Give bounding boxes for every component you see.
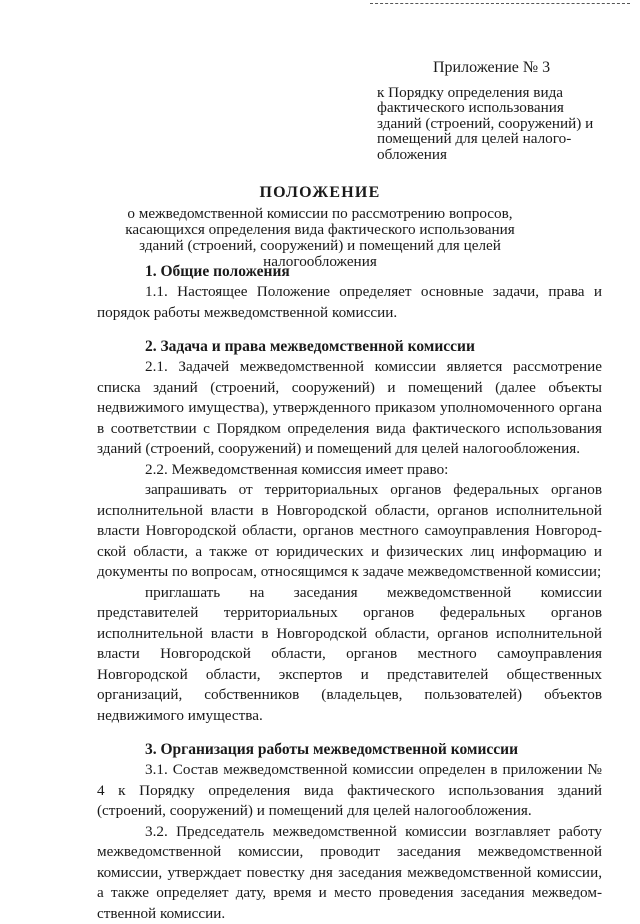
section-heading-tasks-rights: 2. Задача и права межведомственной комиссии [97,337,602,357]
paragraph-1-1: 1.1. Настоящее Положение определяет основные задачи, права и порядок работы межведомственной комиссии. [97,282,602,323]
paragraph-2-1: 2.1. Задачей межведомственной комиссии является рассмотрение списка зданий (строений, сооружений) и помещений (далее объекты недвижимого имущества), утвержденного приказом уполномоченного органа в соответствии с Порядком определения вида фактического использования зданий (строений, сооружений) и помещений для целей налогообложения. [97,357,602,460]
document-body [97,262,602,924]
paragraph-2-2-invite: приглашать на заседания межведомственной комиссии представителей территориальных органов федеральных органов исполнительной власти в Новгородской области, органов исполнительной власти Новгородской области, органов местного самоуправления Новгородской области, экспертов и представителей общественных организаций, собственников (владельцев, пользователей) объектов недвижимого имущества. [97,583,602,727]
appendix-reference: к Порядку определения вида фактического использования зданий (строений, сооружений) и помещений для целей налого-обложения [377,85,607,163]
section-spacer [97,726,602,740]
paragraph-2-2-request: запрашивать от территориальных органов федеральных органов исполнительной власти в Новгородской области, органов исполнительной власти Новгородской области, органов местного самоуправления Новгород-ской области, а также от юридических и физических лиц информацию и документы по вопросам, относящимся к задаче межведомственной комиссии; [97,480,602,583]
paragraph-3-1: 3.1. Состав межведомственной комиссии определен в приложении № 4 к Порядку определения вида фактического использования зданий (строений, сооружений) и помещений для целей налогообложения. [97,760,602,822]
paragraph-2-2: 2.2. Межведомственная комиссия имеет право: [97,460,602,481]
section-heading-organization: 3. Организация работы межведомственной комиссии [97,740,602,760]
appendix-number: Приложение № 3 [377,60,607,77]
appendix-block [377,60,607,162]
document-subtitle: о межведомственной комиссии по рассмотрению вопросов, касающихся определения вида фактического использования зданий (строений, сооружений) и помещений для целей налогообложения [110,206,530,270]
section-spacer [97,323,602,337]
section-heading-general: 1. Общие положения [97,262,602,282]
paragraph-3-2: 3.2. Председатель межведомственной комиссии возглавляет работу межведомственной комиссии, проводит заседания межведомственной комиссии, утверждает повестку дня заседания межведомственной комиссии, а также определяет дату, время и место проведения заседания межведом-ственной комиссии. [97,822,602,924]
document-title: ПОЛОЖЕНИЕ [0,184,640,202]
top-edge-line [370,3,630,4]
